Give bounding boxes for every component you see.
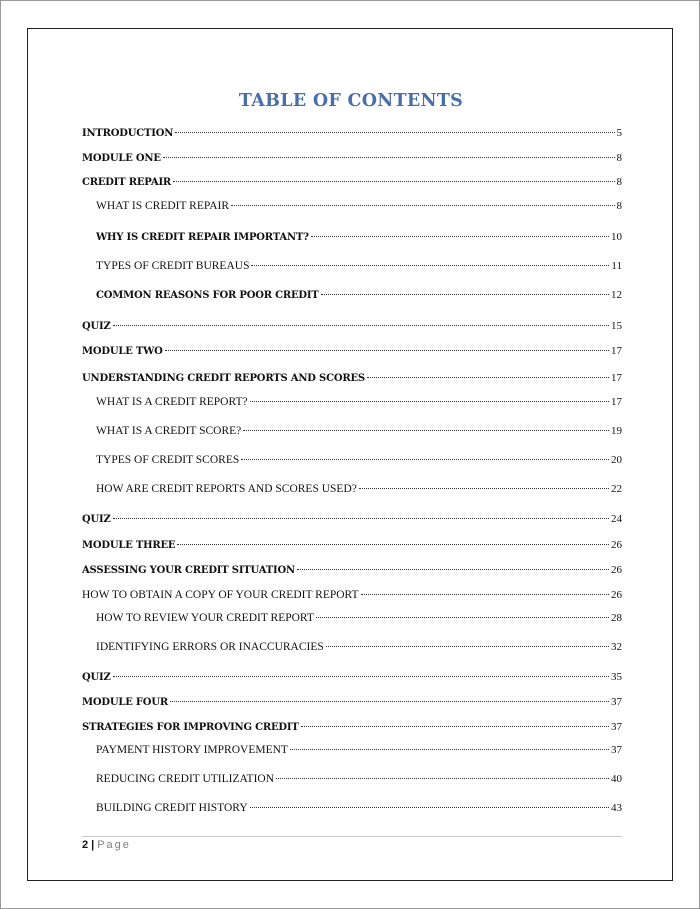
toc-entry[interactable] [82,696,622,712]
toc-entry-label: WHAT IS A CREDIT SCORE? [96,425,242,437]
document-page [27,28,673,881]
toc-entry-page: 17 [611,345,622,357]
toc-entry[interactable] [96,773,622,789]
toc-entry[interactable] [82,345,622,361]
toc-entry-label: MODULE FOUR [82,697,168,708]
toc-entry-label: MODULE ONE [82,153,161,164]
toc-entry[interactable] [82,176,622,192]
toc-entry[interactable] [82,564,622,580]
dot-leader [290,749,609,750]
toc-entry[interactable] [82,152,622,168]
toc-entry-label: WHAT IS A CREDIT REPORT? [96,396,248,408]
dot-leader [250,807,609,808]
toc-entry[interactable] [96,802,622,818]
toc-entry-page: 37 [611,744,622,756]
toc-entry[interactable] [96,641,622,657]
dot-leader [177,544,609,545]
toc-entry[interactable] [82,127,622,143]
toc-entry-page: 22 [611,483,622,495]
toc-entry[interactable] [96,612,622,628]
toc-entry-page: 8 [616,152,622,164]
toc-entry[interactable] [96,454,622,470]
toc-entry-label: UNDERSTANDING CREDIT REPORTS AND SCORES [82,373,365,384]
toc-entry-label: QUIZ [82,321,111,332]
dot-leader [321,294,609,295]
footer-divider [82,836,622,837]
toc-entry-page: 8 [616,200,622,212]
dot-leader [170,701,609,702]
toc-entry-label: IDENTIFYING ERRORS OR INACCURACIES [96,641,324,653]
dot-leader [316,617,609,618]
toc-entry-label: REDUCING CREDIT UTILIZATION [96,773,275,785]
toc-entry-label: INTRODUCTION [82,128,174,139]
dot-leader [243,430,609,431]
dot-leader [361,594,609,595]
toc-entry-label: WHY IS CREDIT REPAIR IMPORTANT? [96,232,309,243]
dot-leader [175,132,614,133]
toc-entry-page: 15 [611,320,622,332]
toc-entry[interactable] [96,425,622,441]
toc-entry[interactable] [82,320,622,336]
toc-entry-page: 19 [611,425,622,437]
toc-entry-page: 11 [611,260,622,272]
toc-entry[interactable] [96,483,622,499]
dot-leader [276,778,609,779]
toc-entry-label: MODULE TWO [82,346,163,357]
toc-entry[interactable] [96,231,622,247]
toc-entry-page: 26 [611,539,622,551]
toc-entry-page: 40 [611,773,622,785]
dot-leader [367,377,609,378]
toc-entry-page: 28 [611,612,622,624]
footer-separator: | [91,839,95,851]
toc-entry-page: 35 [611,671,622,683]
toc-entry-label: ASSESSING YOUR CREDIT SITUATION [82,565,295,576]
toc-entry-label: COMMON REASONS FOR POOR CREDIT [96,290,319,301]
toc-entry-page: 17 [611,396,622,408]
toc-entry-page: 20 [611,454,622,466]
toc-entry-label: PAYMENT HISTORY IMPROVEMENT [96,744,288,756]
toc-entry-label: QUIZ [82,514,111,525]
dot-leader [326,646,609,647]
dot-leader [113,325,609,326]
toc-entry-label: HOW TO REVIEW YOUR CREDIT REPORT [96,612,314,624]
toc-entry-label: HOW TO OBTAIN A COPY OF YOUR CREDIT REPORT [82,589,359,601]
toc-entry[interactable] [82,539,622,555]
toc-entry[interactable] [96,744,622,760]
toc-entry-page: 17 [611,372,622,384]
dot-leader [173,181,614,182]
toc-entry-label: WHAT IS CREDIT REPAIR [96,200,230,212]
toc-entry-page: 24 [611,513,622,525]
dot-leader [250,401,609,402]
toc-entry[interactable] [96,396,622,412]
dot-leader [113,518,609,519]
dot-leader [251,265,609,266]
toc-entry-label: BUILDING CREDIT HISTORY [96,802,248,814]
dot-leader [301,726,609,727]
dot-leader [163,157,615,158]
toc-entry-label: TYPES OF CREDIT SCORES [96,454,240,466]
toc-entry-label: HOW ARE CREDIT REPORTS AND SCORES USED? [96,483,357,495]
footer-page-word: Page [97,839,131,851]
toc-entry-page: 8 [616,176,622,188]
dot-leader [297,569,609,570]
toc-entry-page: 37 [611,721,622,733]
toc-entry-label: MODULE THREE [82,540,176,551]
toc-entry[interactable] [96,200,622,216]
toc-entry[interactable] [96,289,622,305]
toc-entry-page: 32 [611,641,622,653]
toc-entry[interactable] [82,671,622,687]
toc-entry-page: 5 [616,127,622,139]
dot-leader [359,488,609,489]
toc-entry-page: 26 [611,564,622,576]
toc-entry-page: 10 [611,231,622,243]
toc-entry-label: STRATEGIES FOR IMPROVING CREDIT [82,722,299,733]
page-footer [82,839,131,851]
toc-entry-page: 37 [611,696,622,708]
toc-entry-page: 26 [611,589,622,601]
toc-entry-page: 12 [611,289,622,301]
toc-entry-page: 43 [611,802,622,814]
dot-leader [311,236,609,237]
toc-entry[interactable] [82,589,622,605]
toc-entry[interactable] [82,513,622,529]
toc-entry[interactable] [96,260,622,276]
dot-leader [231,205,614,206]
dot-leader [113,676,609,677]
dot-leader [241,459,609,460]
toc-entry-label: QUIZ [82,672,111,683]
footer-page-number: 2 [82,839,89,851]
page-title: TABLE OF CONTENTS [238,91,464,111]
toc-entry[interactable] [82,721,622,737]
toc-entry-label: TYPES OF CREDIT BUREAUS [96,260,250,272]
dot-leader [165,350,609,351]
toc-entry[interactable] [82,372,622,388]
toc-entry-label: CREDIT REPAIR [82,177,172,188]
